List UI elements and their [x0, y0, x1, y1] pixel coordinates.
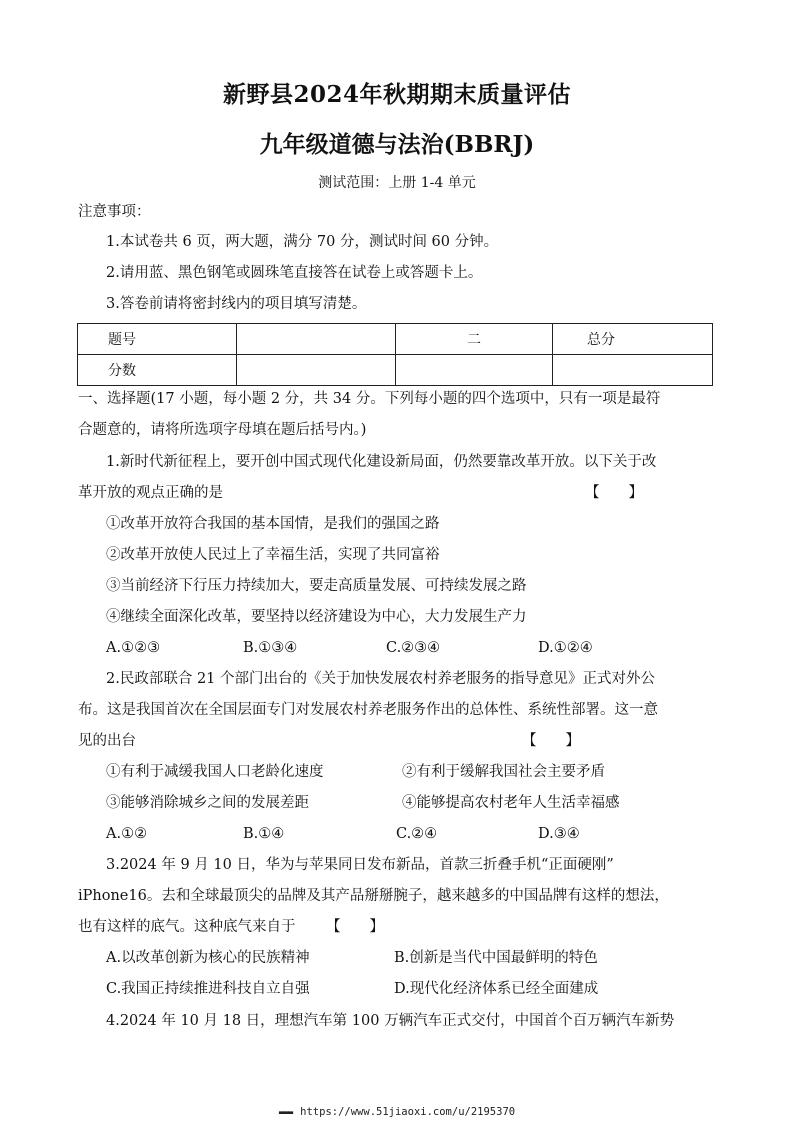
statement: ④继续全面深化改革，要坚持以经济建设为中心，大力发展生产力 [106, 609, 527, 625]
question-text: 4.2024 年 10 月 18 日，理想汽车第 100 万辆汽车正式交付，中国首个百万辆汽车新势 [106, 1013, 675, 1029]
notes-heading: 注意事项： [78, 204, 151, 220]
answer-bracket[interactable]: 【 】 [326, 919, 384, 935]
score-input-cell[interactable] [396, 355, 553, 386]
option-a: A.以改革创新为核心的民族精神 [106, 950, 310, 966]
score-cell: 总分 [553, 324, 713, 355]
option-a: A.①② [106, 826, 148, 842]
question-text: 也有这样的底气。这种底气来自于 [78, 919, 296, 935]
note-item: 3.答卷前请将密封线内的项目填写清楚。 [106, 296, 367, 312]
statement: ①改革开放符合我国的基本国情，是我们的强国之路 [106, 516, 440, 532]
question-text: 布。这是我国首次在全国层面专门对发展农村养老服务作出的总体性、系统性部署。这一意 [78, 702, 658, 718]
option-c: C.我国正持续推进科技自立自强 [106, 981, 310, 997]
option-d: D.①②④ [538, 640, 593, 656]
question-text: 见的出台 [78, 733, 136, 749]
score-table-row [78, 355, 713, 386]
question-text: iPhone16。去和全球最顶尖的品牌及其产品掰掰腕子，越来越多的中国品牌有这样的想法， [78, 888, 669, 904]
score-table [77, 323, 713, 386]
score-cell [237, 324, 396, 355]
question-text: 1.新时代新征程上，要开创中国式现代化建设新局面，仍然要靠改革开放。以下关于改 [106, 454, 657, 470]
answer-bracket[interactable]: 【 】 [522, 733, 580, 749]
statement: ③当前经济下行压力持续加大，要走高质量发展、可持续发展之路 [106, 578, 527, 594]
question-text: 革开放的观点正确的是 [78, 485, 223, 501]
score-input-cell[interactable] [237, 355, 396, 386]
score-cell: 二 [396, 324, 553, 355]
statement: ①有利于减缓我国人口老龄化速度 [106, 764, 324, 780]
note-item: 2.请用蓝、黑色钢笔或圆珠笔直接答在试卷上或答题卡上。 [106, 265, 483, 281]
footer [0, 1106, 794, 1118]
option-a: A.①②③ [106, 640, 161, 656]
question-text: 3.2024 年 9 月 10 日，华为与苹果同日发布新品，首款三折叠手机“正面硬刚” [106, 857, 614, 873]
question-text: 2.民政部联合 21 个部门出台的《关于加快发展农村养老服务的指导意见》正式对外公 [106, 671, 656, 687]
option-b: B.①④ [243, 826, 285, 842]
exam-subtitle: 九年级道德与法治(BBRJ) [259, 131, 535, 158]
score-input-cell[interactable] [553, 355, 713, 386]
section1-intro: 合题意的，请将所选项字母填在题后括号内。) [78, 422, 367, 438]
section1-intro: 一、选择题(17 小题，每小题 2 分，共 34 分。下列每小题的四个选项中，只有一项是最符 [78, 391, 661, 407]
score-table-row [78, 324, 713, 355]
option-c: C.②④ [396, 826, 438, 842]
score-cell: 题号 [78, 324, 237, 355]
watermark-logo-icon: ▬▬▬ [278, 1108, 293, 1118]
score-cell: 分数 [78, 355, 237, 386]
option-c: C.②③④ [386, 640, 441, 656]
statement: ②有利于缓解我国社会主要矛盾 [402, 764, 605, 780]
test-scope: 测试范围：上册 1-4 单元 [318, 175, 476, 191]
statement: ④能够提高农村老年人生活幸福感 [402, 795, 620, 811]
option-d: D.现代化经济体系已经全面建成 [394, 981, 599, 997]
option-b: B.①③④ [243, 640, 298, 656]
option-d: D.③④ [538, 826, 580, 842]
exam-title: 新野县2024年秋期期末质量评估 [222, 81, 571, 108]
note-item: 1.本试卷共 6 页，两大题，满分 70 分，测试时间 60 分钟。 [106, 234, 499, 250]
statement: ③能够消除城乡之间的发展差距 [106, 795, 309, 811]
footer-link[interactable]: https://www.51jiaoxi.com/u/2195370 [300, 1106, 516, 1118]
option-b: B.创新是当代中国最鲜明的特色 [394, 950, 598, 966]
answer-bracket[interactable]: 【 】 [585, 485, 643, 501]
statement: ②改革开放使人民过上了幸福生活，实现了共同富裕 [106, 547, 440, 563]
